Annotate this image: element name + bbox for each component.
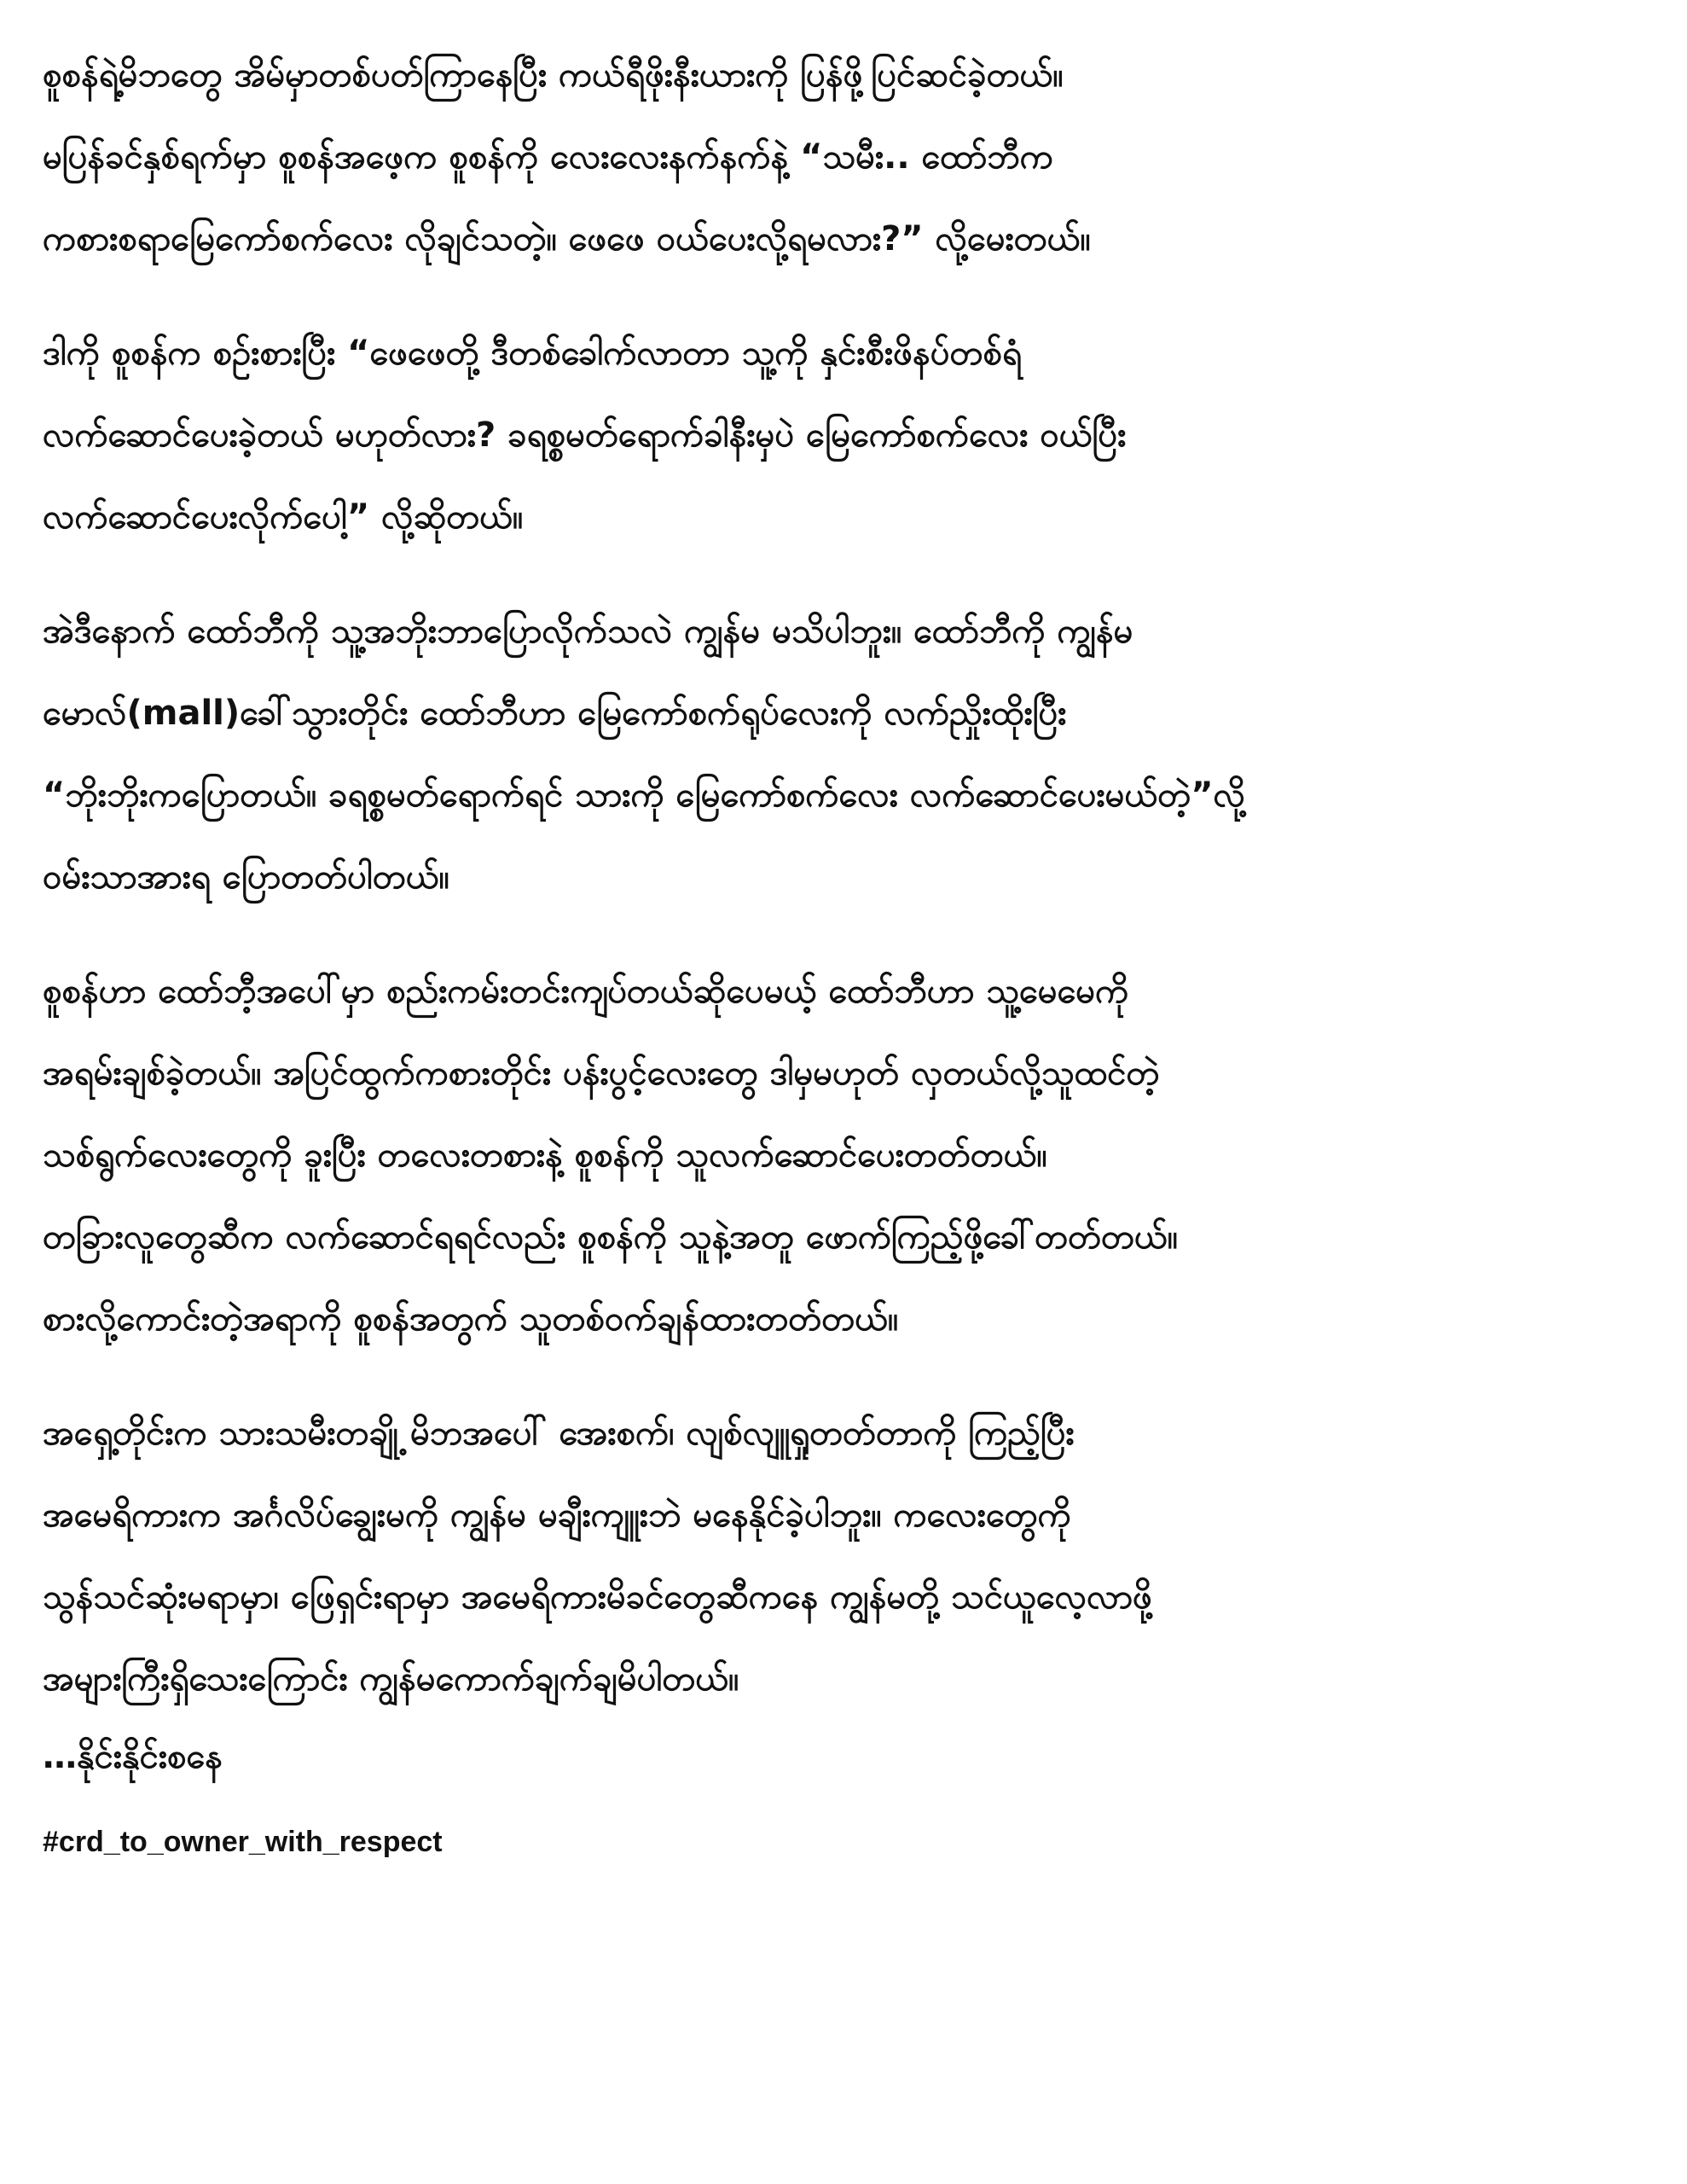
paragraph-4 [43, 950, 1636, 1360]
text-line: စူစန်ရဲ့မိဘတွေ အိမ်မှာတစ်ပတ်ကြာနေပြီး ကယ်ရီဖိုးနီးယားကို ပြန်ဖို့ပြင်ဆင်ခဲ့တယ်။ [43, 55, 1064, 95]
text-line: အဲဒီနောက် ထော်ဘီကို သူ့အဘိုးဘာပြောလိုက်သလဲ ကျွန်မ မသိပါဘူး။ ထော်ဘီကို ကျွန်မ [43, 612, 1133, 651]
text-line: မောလ်(mall)ခေါ်သွားတိုင်း ထော်ဘီဟာ မြေကော်စက်ရုပ်လေးကို လက်ညှိုးထိုးပြီး [43, 694, 1067, 733]
text-line: လက်ဆောင်ပေးခဲ့တယ် မဟုတ်လား? ခရစ္စမတ်ရောက်ခါနီးမှပဲ မြေကော်စက်လေး ဝယ်ပြီး [43, 415, 1127, 455]
text-line: အရမ်းချစ်ခဲ့တယ်။ အပြင်ထွက်ကစားတိုင်း ပန်းပွင့်လေးတွေ ဒါမှမဟုတ် လှတယ်လို့သူထင်တဲ့ [43, 1054, 1160, 1093]
text-line: မပြန်ခင်နှစ်ရက်မှာ စူစန်အဖေ့က စူစန်ကို လေးလေးနက်နက်နဲ့ “သမီး.. ထော်ဘီက [43, 137, 1053, 177]
paragraph-2 [43, 312, 1636, 558]
text-line: သစ်ရွက်လေးတွေကို ခူးပြီး တလေးတစားနဲ့ စူစန်ကို သူလက်ဆောင်ပေးတတ်တယ်။ [43, 1136, 1047, 1175]
text-line: အရှေ့တိုင်းက သားသမီးတချို့ မိဘအပေါ် အေးစက်၊ လျစ်လျူရှုတတ်တာကို ကြည့်ပြီး [43, 1414, 1075, 1453]
text-line: ဝမ်းသာအားရ ပြောတတ်ပါတယ်။ [43, 857, 449, 897]
text-line: ကစားစရာမြေကော်စက်လေး လိုချင်သတဲ့။ ဖေဖေ ဝယ်ပေးလို့ရမလား?” လို့မေးတယ်။ [43, 219, 1091, 258]
text-line: သွန်သင်ဆုံးမရာမှာ၊ ဖြေရှင်းရာမှာ အမေရိကားမိခင်တွေဆီကနေ ကျွန်မတို့ သင်ယူလေ့လာဖို့ [43, 1577, 1152, 1617]
text-line: ဒါကို စူစန်က စဉ်းစားပြီး “ဖေဖေတို့ ဒီတစ်ခေါက်လာတာ သူ့ကို နှင်းစီးဖိနပ်တစ်ရံ [43, 334, 1022, 373]
text-line: “ဘိုးဘိုးကပြောတယ်။ ခရစ္စမတ်ရောက်ရင် သားကို မြေကော်စက်လေး လက်ဆောင်ပေးမယ်တဲ့”လို့ [43, 775, 1246, 815]
text-line: လက်ဆောင်ပေးလိုက်ပေါ့” လို့ဆိုတယ်။ [43, 497, 524, 537]
paragraph-5 [43, 1392, 1636, 1720]
text-line: စူစန်ဟာ ထော်ဘီ့အပေါ်မှာ စည်းကမ်းတင်းကျပ်တယ်ဆိုပေမယ့် ထော်ဘီဟာ သူ့မေမေကို [43, 972, 1129, 1011]
text-line: အများကြီးရှိသေးကြောင်း ကျွန်မကောက်ချက်ချမိပါတယ်။ [43, 1659, 739, 1699]
paragraph-3 [43, 590, 1636, 918]
author-signature: …နိုင်းနိုင်းစနေ [43, 1737, 223, 1776]
text-line: တခြားလူတွေဆီက လက်ဆောင်ရရင်လည်း စူစန်ကို သူနဲ့အတူ ဖောက်ကြည့်ဖို့ခေါ်တတ်တယ်။ [43, 1217, 1178, 1257]
credit-hashtag: #crd_to_owner_with_respect [43, 1826, 443, 1858]
paragraph-1 [43, 34, 1636, 280]
text-line: စားလို့ကောင်းတဲ့အရာကို စူစန်အတွက် သူတစ်ဝက်ချန်ထားတတ်တယ်။ [43, 1299, 899, 1339]
text-line: အမေရိကားက အင်္ဂလိပ်ချွေးမကို ကျွန်မ မချီးကျူးဘဲ မနေနိုင်ခဲ့ပါဘူး။ ကလေးတွေကို [43, 1496, 1071, 1535]
